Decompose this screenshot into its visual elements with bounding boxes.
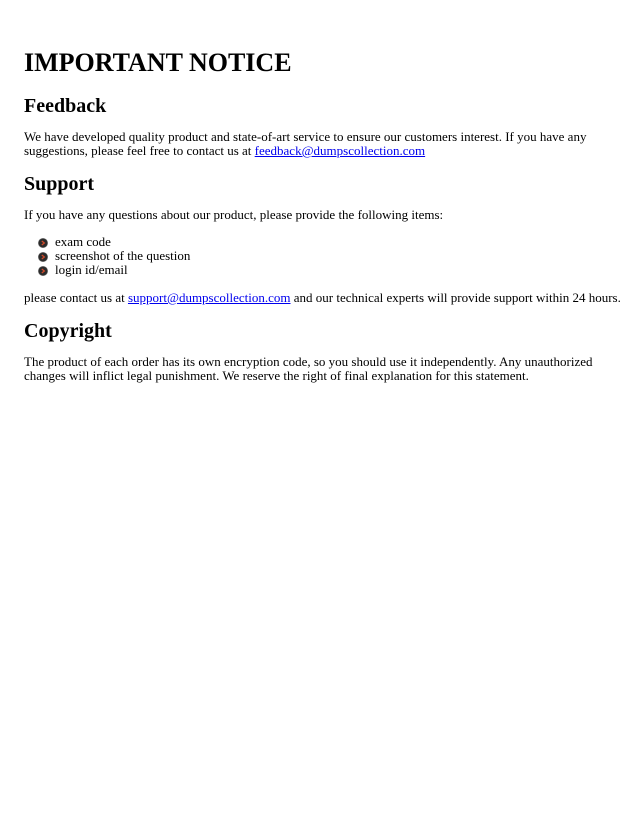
list-item — [38, 235, 190, 249]
support-contact-text: please contact us at — [24, 290, 128, 305]
page-title: IMPORTANT NOTICE — [24, 48, 292, 77]
support-heading: Support — [24, 173, 95, 195]
support-email-link[interactable]: support@dumpscollection.com — [127, 290, 291, 305]
copyright-heading: Copyright — [24, 320, 112, 342]
circle-arrow-icon — [38, 251, 48, 261]
support-intro: If you have any questions about our product, please provide the following items: — [24, 207, 444, 222]
support-items-list — [38, 235, 190, 277]
copyright-paragraph: The product of each order has its own encryption code, so you should use it independently. Any unauthorized changes will inflict legal punishment. We reserve the right of final explanation for this statement. — [24, 354, 593, 383]
feedback-paragraph — [24, 130, 624, 158]
circle-arrow-icon — [38, 265, 48, 275]
list-item-label: exam code — [55, 234, 111, 249]
list-item-label: login id/email — [55, 262, 128, 277]
feedback-heading: Feedback — [24, 95, 107, 117]
support-contact-text-after: and our technical experts will provide support within 24 hours. — [290, 290, 621, 305]
list-item — [38, 249, 190, 263]
list-item — [38, 263, 190, 277]
feedback-text: We have developed quality product and state-of-art service to ensure our customers interest. If you have any suggestions, please feel free to contact us at — [24, 129, 587, 158]
feedback-email-link[interactable]: feedback@dumpscollection.com — [254, 143, 426, 158]
list-item-label: screenshot of the question — [55, 248, 191, 263]
support-contact-paragraph — [24, 291, 624, 305]
circle-arrow-icon — [38, 237, 48, 247]
